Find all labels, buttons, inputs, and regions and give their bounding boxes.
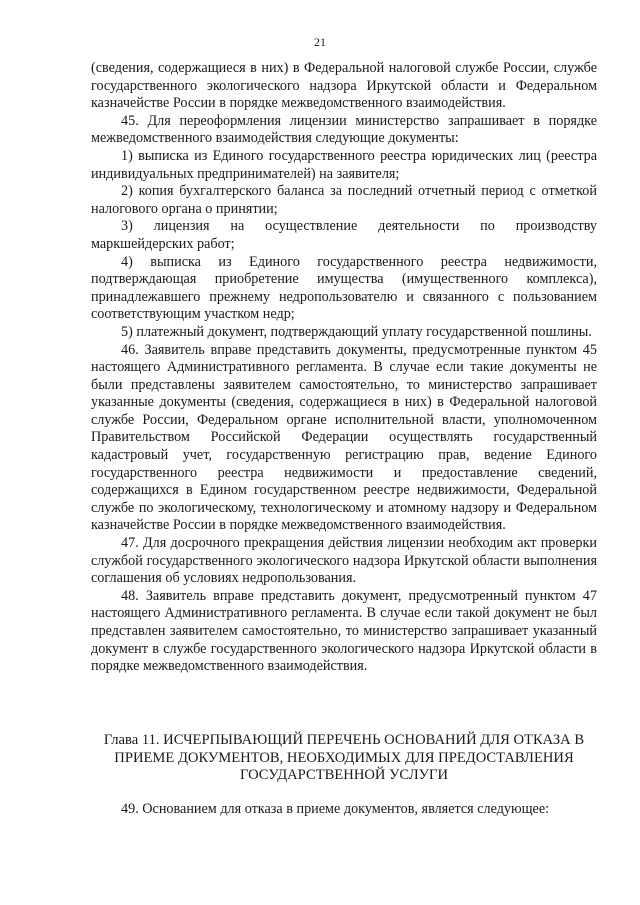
chapter-heading: Глава 11. ИСЧЕРПЫВАЮЩИЙ ПЕРЕЧЕНЬ ОСНОВАНИЙ ДЛЯ ОТКАЗА В ПРИЕМЕ ДОКУМЕНТОВ, НЕОБХОДИМЫХ ДЛЯ ПРЕДОСТАВЛЕНИЯ ГОСУДАРСТВЕННОЙ УСЛУГИ	[103, 732, 585, 783]
list-item-45-5: 5) платежный документ, подтверждающий уплату государственной пошлины.	[121, 323, 592, 340]
paragraph-49: 49. Основанием для отказа в приеме документов, является следующее:	[121, 801, 550, 817]
paragraph-46: 46. Заявитель вправе представить документы, предусмотренные пунктом 45 настоящего Административного регламента. В случае если такие документы не были представлены заявителем самостоятельно, то министерство запрашивает указанные документы (сведения, содержащиеся в них) в Федеральной налоговой службе России, Федеральном органе исполнительной власти, уполномоченном Правительством Российской Федерации осуществлять государственный кадастровый учет, государственную регистрацию прав, ведение Единого государственного реестра недвижимости и предоставление сведений, содержащихся в Едином государственном реестре недвижимости, Федеральной службе по экологическому, технологическому и атомному надзору и Федеральном казначействе России в порядке межведомственного взаимодействия.	[91, 341, 597, 534]
paragraph-47: 47. Для досрочного прекращения действия лицензии необходим акт проверки службой государственного экологического надзора Иркутской области выполнения соглашения об условиях недропользования.	[91, 535, 597, 587]
list-item-45-3: 3) лицензия на осуществление деятельности по производству маркшейдерских работ;	[91, 218, 597, 252]
paragraph-45: 45. Для переоформления лицензии министерство запрашивает в порядке межведомственного взаимодействия следующие документы:	[91, 112, 597, 147]
page-number: 21	[314, 35, 326, 49]
list-item-45-1: 1) выписка из Единого государственного реестра юридических лиц (реестра индивидуальных предпринимателей) на заявителя;	[91, 147, 597, 182]
list-item-45-4: 4) выписка из Единого государственного реестра недвижимости, подтверждающая приобретение имущества (имущественного комплекса), принадлежавшего прежнему недропользователю и связанного с пользованием соответствующим участком недр;	[91, 253, 597, 323]
list-item-45-2: 2) копия бухгалтерского баланса за последний отчетный период с отметкой налогового органа о принятии;	[91, 183, 597, 217]
document-body	[91, 60, 597, 676]
paragraph-48: 48. Заявитель вправе представить документ, предусмотренный пунктом 47 настоящего Административного регламента. В случае если такой документ не был представлен заявителем самостоятельно, то министерство запрашивает указанный документ в службе государственного экологического надзора Иркутской области в порядке межведомственного взаимодействия.	[91, 587, 597, 675]
paragraph-continuation: (сведения, содержащиеся в них) в Федеральной налоговой службе России, службе государственного экологического надзора Иркутской области и Федеральном казначействе России в порядке межведомственного взаимодействия.	[91, 60, 597, 112]
